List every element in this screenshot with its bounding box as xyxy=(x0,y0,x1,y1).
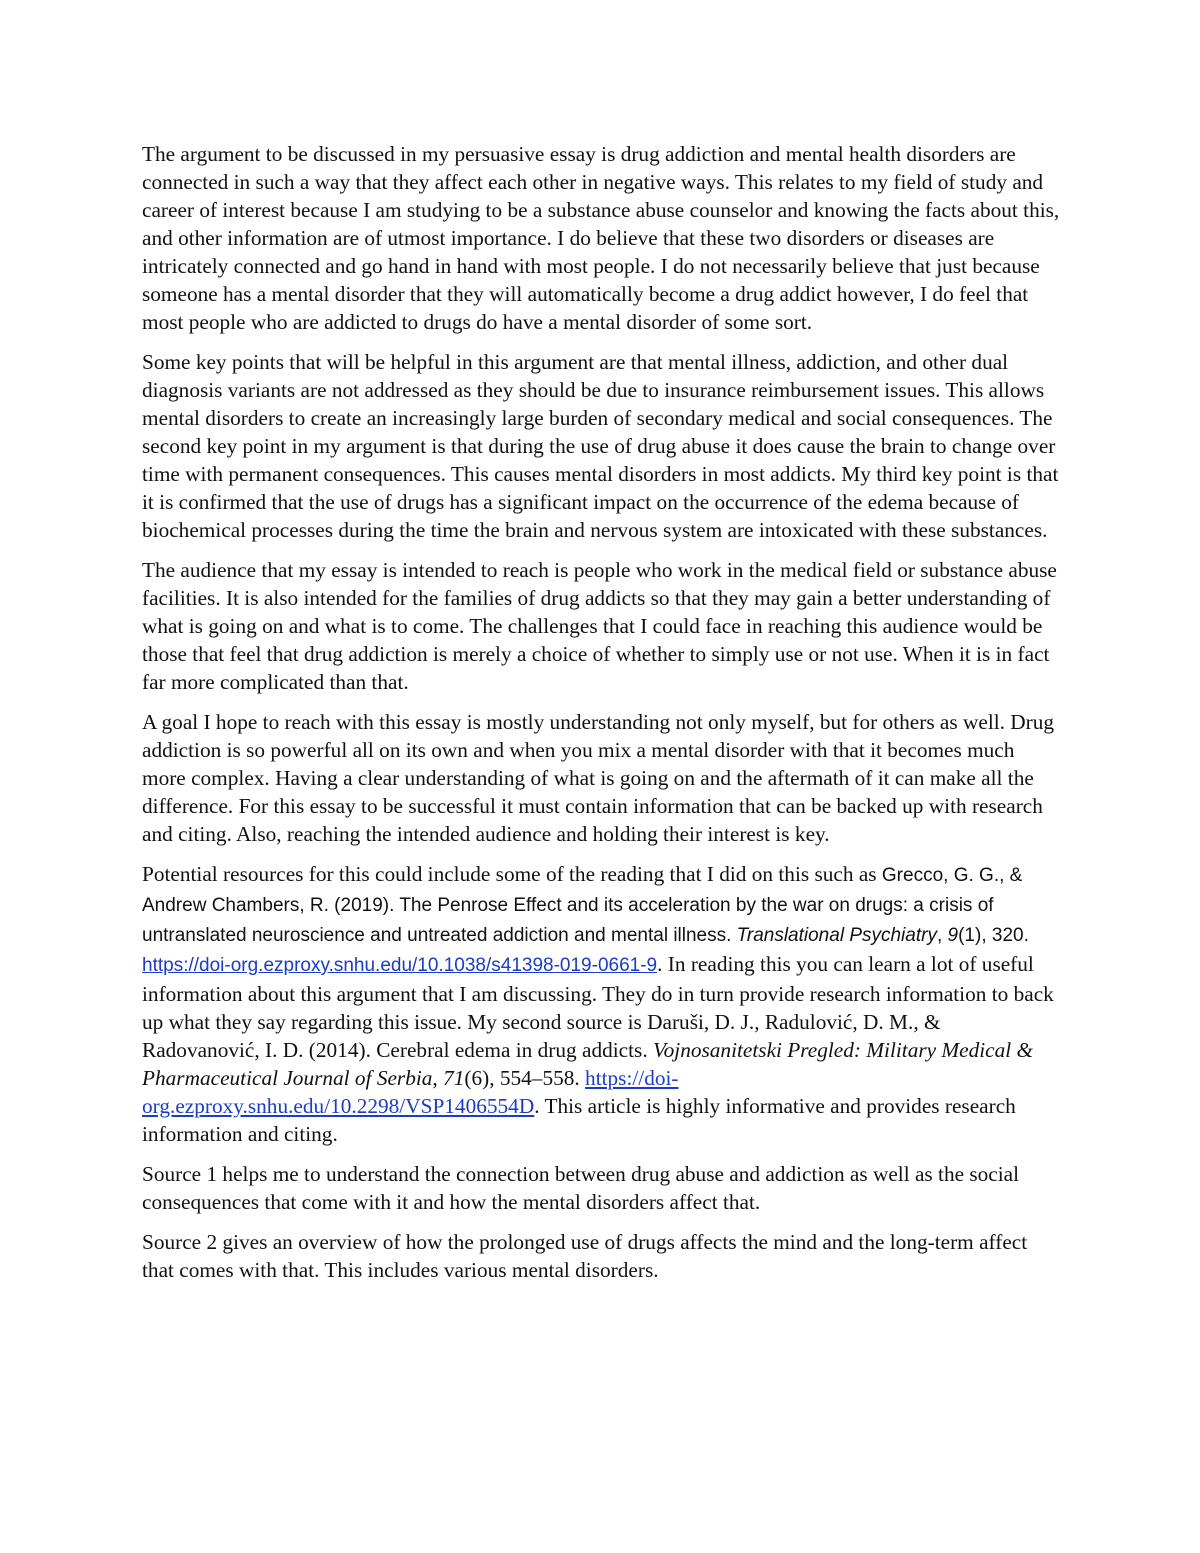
citation2-separator: , xyxy=(432,1066,444,1090)
paragraph-source1: Source 1 helps me to understand the connection between drug abuse and addiction as well as the social consequences that come with it and how the mental disorders affect that. xyxy=(142,1162,1020,1214)
citation2-authors: Daruši, D. J., Radulović, D. M., & Radovanović, I. D. (2014). Cerebral edema in drug addicts. xyxy=(142,1010,941,1062)
paragraph-argument: The argument to be discussed in my persuasive essay is drug addiction and mental health disorders are connected in such a way that they affect each other in negative ways. This relates to my field of study and career of interest because I am studying to be a substance abuse counselor and knowing the facts about this, and other information are of utmost importance. I do believe that these two disorders or diseases are intricately connected and go hand in hand with most people. I do not necessarily believe that just because someone has a mental disorder that they will automatically become a drug addict however, I do feel that most people who are addicted to drugs do have a mental disorder of some sort. xyxy=(142,142,1060,334)
paragraph-resources xyxy=(142,860,1062,1148)
citation1-separator: , xyxy=(936,925,948,946)
citation2-doi-link[interactable]: https://doi-org.ezproxy.snhu.edu/10.2298/VSP1406554D xyxy=(142,1066,679,1118)
citation2-issue: (6), 554–558. xyxy=(464,1066,586,1090)
paragraph-source2: Source 2 gives an overview of how the prolonged use of drugs affects the mind and the long-term affect that comes with that. This includes various mental disorders. xyxy=(142,1230,1028,1282)
paragraph-audience: The audience that my essay is intended to reach is people who work in the medical field or substance abuse facilities. It is also intended for the families of drug addicts so that they may gain a better understanding of what is going on and what is to come. The challenges that I could face in reaching this audience would be those that feel that drug addiction is merely a choice of whether to simply use or not use. When it is in fact far more complicated than that. xyxy=(142,558,1057,694)
paragraph-key-points: Some key points that will be helpful in this argument are that mental illness, addiction, and other dual diagnosis variants are not addressed as they should be due to insurance reimbursement issues. This allows mental disorders to create an increasingly large burden of secondary medical and social consequences. The second key point in my argument is that during the use of drug abuse it does cause the brain to change over time with permanent consequences. This causes mental disorders in most addicts. My third key point is that it is confirmed that the use of drugs has a significant impact on the occurrence of the edema because of biochemical processes during the time the brain and nervous system are intoxicated with these substances. xyxy=(142,350,1059,542)
citation1-issue: (1), 320. xyxy=(958,925,1029,946)
paragraph-goal: A goal I hope to reach with this essay is mostly understanding not only myself, but for others as well. Drug addiction is so powerful all on its own and when you mix a mental disorder with that it becomes much more complex. Having a clear understanding of what is going on and the aftermath of it can make all the difference. For this essay to be successful it must contain information that can be backed up with research and citing. Also, reaching the intended audience and holding their interest is key. xyxy=(142,710,1055,846)
citation1-volume: 9 xyxy=(947,925,959,946)
citation1-journal: Translational Psychiatry xyxy=(736,925,937,946)
resources-mid-text: . In reading this you can learn a lot of useful information about this argument that I am discussing. They do in turn provide research information to back up what they say regarding this issue. My second source is xyxy=(142,952,1054,1034)
citation1-authors: Grecco, G. G., & Andrew Chambers, R. (2019). The Penrose Effect and its acceleration by the war on drugs: a crisis of untranslated neuroscience and untreated addiction and mental illness. xyxy=(142,865,1023,946)
resources-intro: Potential resources for this could include some of the reading that I did on this such as xyxy=(142,862,882,886)
resources-end-text: . This article is highly informative and provides research information and citing. xyxy=(142,1094,1016,1146)
citation1-doi-link[interactable]: https://doi-org.ezproxy.snhu.edu/10.1038/s41398-019-0661-9 xyxy=(142,955,658,976)
citation2-journal: Vojnosanitetski Pregled: Military Medical & Pharmaceutical Journal of Serbia xyxy=(142,1038,1034,1090)
document-body xyxy=(142,140,1062,1296)
citation2-volume: 71 xyxy=(443,1066,465,1090)
